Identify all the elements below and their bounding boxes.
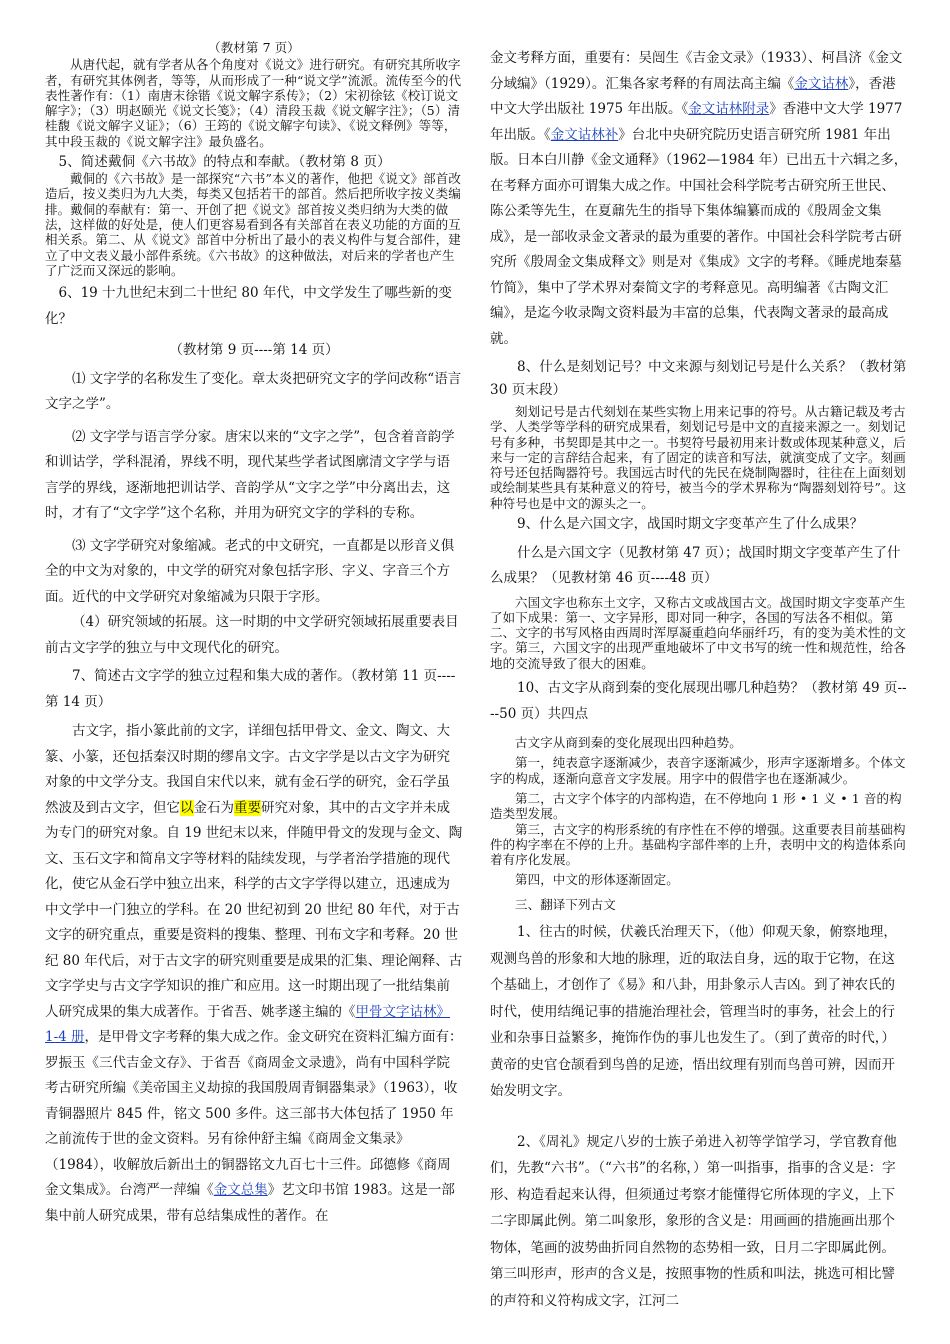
answer-paragraph: 第四，中文的形体逐渐固定。 — [515, 872, 679, 888]
jinwen-zongji-link[interactable]: 金文总集 — [213, 1182, 268, 1199]
text-run: 》，香港中文大学出版社 1975 年出版。《 — [490, 75, 896, 117]
answer-paragraph: 第三，古文字的构形系统的有序性在不停的增强。这重要表目前基础构件的构字率在不停的上升。基础构字部件率的上升，表明中文的构造体系向着有序化发展。 — [490, 821, 906, 868]
left-column — [45, 40, 463, 1229]
text-run: ，是甲骨文字考释的集大成之作。金文研究在资料汇编方面有：罗振玉《三代吉金文存》、于省吾《商周金文录遗》，尚有中国科学院考古研究所编《美帝国主义劫掠的我国殷周青铜器集录》（1963），收青铜器照片 845 件，铭文 500 多件。这三部书大体包括了 1950 年之前流传于世的金文资料。另有徐仲舒主编《商周金文集录》（1984），收解放后新出土的铜器铭文九百七十三件。邱德修《商周金文集成》。台湾严一萍编《 — [45, 1029, 463, 1199]
answer-paragraph: 六国文字也称东土文字，又称古文或战国古文。战国时期文字变革产生了如下成果：第一、文字异形，即对同一种字，各国的写法各不相似。第二、文字的书写风格由西周时浑厚凝重趋向华丽纤巧，有的变为美术性的文字。第三，六国文字的出现严重地破坏了中文书写的统一性和规范性，给各地的交流导致了很大的困难。 — [490, 594, 906, 671]
answer-paragraph: ⑴ 文字学的名称发生了变化。章太炎把研究文字的学问改称“语言文字之学”。 — [45, 370, 462, 413]
question-7-heading: 7、简述古文字学的独立过程和集大成的著作。（教材第 11 页----第 14 页） — [45, 668, 456, 710]
answer-paragraph — [45, 719, 463, 1229]
question-10-heading: 10、古文字从商到秦的变化展现出哪几种趋势？（教材第 49 页----50 页）共四点 — [490, 680, 907, 722]
answer-paragraph: 古文字从商到秦的变化展现出四种趋势。 — [515, 735, 742, 751]
jinwen-gulin-fulu-link[interactable]: 金文诂林附录 — [688, 101, 770, 117]
jinwen-gulin-link[interactable]: 金文诂林 — [794, 75, 849, 92]
highlighted-text: 以 — [180, 799, 194, 816]
section-3-heading: 三、翻译下列古文 — [515, 896, 616, 912]
question-5-heading: 5、简述戴侗《六书故》的特点和奉献。（教材第 8 页） — [58, 154, 391, 171]
textbook-reference: （教材第 7 页） — [208, 40, 300, 55]
answer-paragraph: 刻划记号是古代刻划在某些实物上用来记事的符号。从古籍记载及考古学、人类学等学科的研究成果看，刻划记号是中文的直接来源之一。刻划记号有多种，书契即是其中之一。书契符号最初用来计数或体现某种意义，后来与一定的言辞结合起来，有了固定的读音和写法，就演变成了文字。刻画符号还包括陶器符号。我国远古时代的先民在烧制陶器时，往往在上面刻划或绘制某些具有某种意义的符号，被当今的学术界称为“陶器刻划符号”。这种符号也是中文的源头之一。 — [490, 404, 907, 511]
answer-paragraph: 戴侗的《六书故》是一部探究“六书”本义的著作，他把《说文》部首改造后，按义类归为九大类，每类又包括若干的部首。然后把所收字按义类编排。戴侗的奉献有：第一、开创了把《说文》部首按义类归纳为大类的做法，这样做的好处是，使人们更容易看到各有关部首在表义功能的方面的互相关系。第二、从《说文》部首中分析出了最小的表义构件与复合部件，建立了中文表义最小部件系统。《六书故》的这种做法，对后来的学者也产生了广泛而又深远的影响。 — [45, 171, 461, 278]
jiaguwen-gulin-link[interactable]: 甲骨文字诂林》1-4 册 — [45, 1003, 450, 1046]
question-9-heading: 9、什么是六国文字，战国时期文字变革产生了什么成果？ — [517, 516, 864, 533]
answer-paragraph: 从唐代起，就有学者从各个角度对《说文》进行研究。有研究其所收字者，有研究其体例者，等等，从而形成了一种“说文学”流派。流传至今的代表性著作有：（1）南唐末徐锴《说文解字系传》；（2）宋初徐铉《校订说文解字》；（3）明赵颐光《说文长笺》；（4）清段玉裁《说文解字注》；（5）清桂馥《说文解字义证》；（6）王筠的《说文解字句读》、《说文释例》等等，其中段玉裁的《说文解字注》最负盛名。 — [45, 57, 462, 149]
text-run: 》艺文印书馆 1983。这是一部集中前人研究成果，带有总结集成性的著作。在 — [45, 1182, 455, 1224]
text-run: 研究对象，其中的古文字并未成为专门的研究对象。自 19 世纪末以来，伴随甲骨文的发现与金文、陶文、玉石文字和简帛文字等材料的陆续发现，与学者治学措施的现代化，使它从金石学中独立出来，科学的古文字学得以建立，迅速成为中文学中一门独立的学科。在 20 世纪初到 20 世纪 80 年代，对于古文字的研究重点，重要是资料的搜集、整理、刊布文字和考释。20 世纪 80 年代后，对于古文字的研究则重要是成果的汇集、理论阐释、古文字学史与古文字学知识的推广和应用。这一时期出现了一批结集前人研究成果的集大成著作。于省吾、姚孝遂主编的《 — [45, 799, 463, 1020]
jinwen-gulin-bu-link[interactable]: 金文诂林补 — [550, 126, 619, 143]
text-run: 》香港中文大学 1977 年出版。《 — [490, 101, 903, 143]
translation-paragraph: 1、往古的时候，伏羲氏治理天下，（他）仰观天象，俯察地理，观测鸟兽的形象和大地的脉理，近的取法自身，远的取于它物，在这个基础上，才创作了《易》和八卦，用卦象示人吉凶。到了神农氏的时代，使用结绳记事的措施治理社会，管理当时的事务，社会上的行业和杂事日益繁多，掩饰作伪的事儿也发生了。（到了黄帝的时代，）黄帝的史官仓颉看到鸟兽的足迹，悟出纹理有别而鸟兽可辨，因而开始发明文字。 — [490, 924, 897, 1100]
text-run: 古文字，指小篆此前的文字，详细包括甲骨文、金文、陶文、大篆、小篆，还包括秦汉时期的缪帛文字。古文字学是以古文字为研究对象的中文学分支。我国自宋代以来，就有金石学的研究，金石学虽然波及到古文字，但它 — [45, 723, 450, 816]
answer-paragraph: ⑵ 文字学与语言学分家。唐宋以来的“文字之学”，包含着音韵学和训诂学，学科混淆，界线不明，现代某些学者试图廓清文字学与语言学的界线，逐渐地把训诂学、音韵学从“文字之学”中分离出去，这时，才有了“文字学”这个名称，并用为研究文字的学科的专称。 — [45, 428, 455, 522]
answer-paragraph: 第一，纯表意字逐渐减少，表音字逐渐减少，形声字逐渐增多。个体文字的构成，逐渐向意音文字发展。用字中的假借字也在逐渐减少。 — [490, 755, 906, 786]
right-column — [490, 46, 908, 1314]
translation-paragraph: 2、《周礼》规定八岁的士族子弟进入初等学馆学习，学官教育他们，先教“六书”。（“六书”的名称，）第一叫指事，指事的含义是：字形、构造看起来认得，但须通过考察才能懂得它所体现的字义，上下二字即属此例。第二叫象形，象形的含义是：用画画的措施画出那个物体，笔画的波势曲折同自然物的态势相一致，日月二字即属此例。第三叫形声，形声的含义是，按照事物的性质和叫法，挑选可相比譬的声符和义符构成文字，江河二 — [490, 1133, 897, 1309]
spacer — [490, 1105, 908, 1123]
answer-paragraph: 第二，古文字个体字的内部构造，在不停地向 1 形 • 1 义 • 1 音的构造类型发展。 — [490, 790, 902, 822]
text-run: 》台北中央研究院历史语言研究所 1981 年出版。日本白川静《金文通释》（1962—1984 年）已出五十六辑之多，在考释方面亦可谓集大成之作。中国社会科学院考古研究所王世民、陈公柔等先生，在夏鼐先生的指导下集体编纂而成的《殷周金文集成》，是一部收录金文著录的最为重要的著作。中国社会科学院考古研究所《殷周金文集成释文》则是对《集成》文字的考释。《睡虎地秦墓竹简》，集中了学术界对秦简文字的考释意见。高明编著《古陶文汇编》，是迄今收录陶文资料最为丰富的总集，代表陶文著录的最高成就。 — [490, 126, 908, 347]
answer-paragraph — [490, 46, 908, 352]
text-run: 金石为 — [193, 799, 234, 816]
text-run: 金文考释方面，重要有：吴闿生《吉金文录》（1933）、柯昌济《金文分域编》（1929）。汇集各家考释的有周法高主编《 — [490, 50, 903, 92]
question-8-heading: 8、什么是刻划记号？中文来源与刻划记号是什么关系？（教材第 30 页末段） — [490, 359, 907, 398]
answer-paragraph: ⑶ 文字学研究对象缩减。老式的中文研究，一直都是以形音义俱全的中文为对象的，中文学的研究对象包括字形、字义、字音三个方面。近代的中文学研究对象缩减为只限于字形。 — [45, 537, 455, 605]
highlighted-text: 重要 — [234, 799, 261, 816]
answer-paragraph: 什么是六国文字（见教材第 47 页）；战国时期文字变革产生了什么成果？（见教材第 46 页----48 页） — [490, 544, 901, 587]
textbook-reference: （教材第 9 页----第 14 页） — [169, 342, 339, 359]
answer-paragraph: （4）研究领域的拓展。这一时期的中文学研究领域拓展重要表目前古文字学的独立与中文现代化的研究。 — [45, 614, 459, 656]
question-6-heading: 6、19 十九世纪末到二十世纪 80 年代，中文学发生了哪些新的变化？ — [45, 285, 452, 327]
